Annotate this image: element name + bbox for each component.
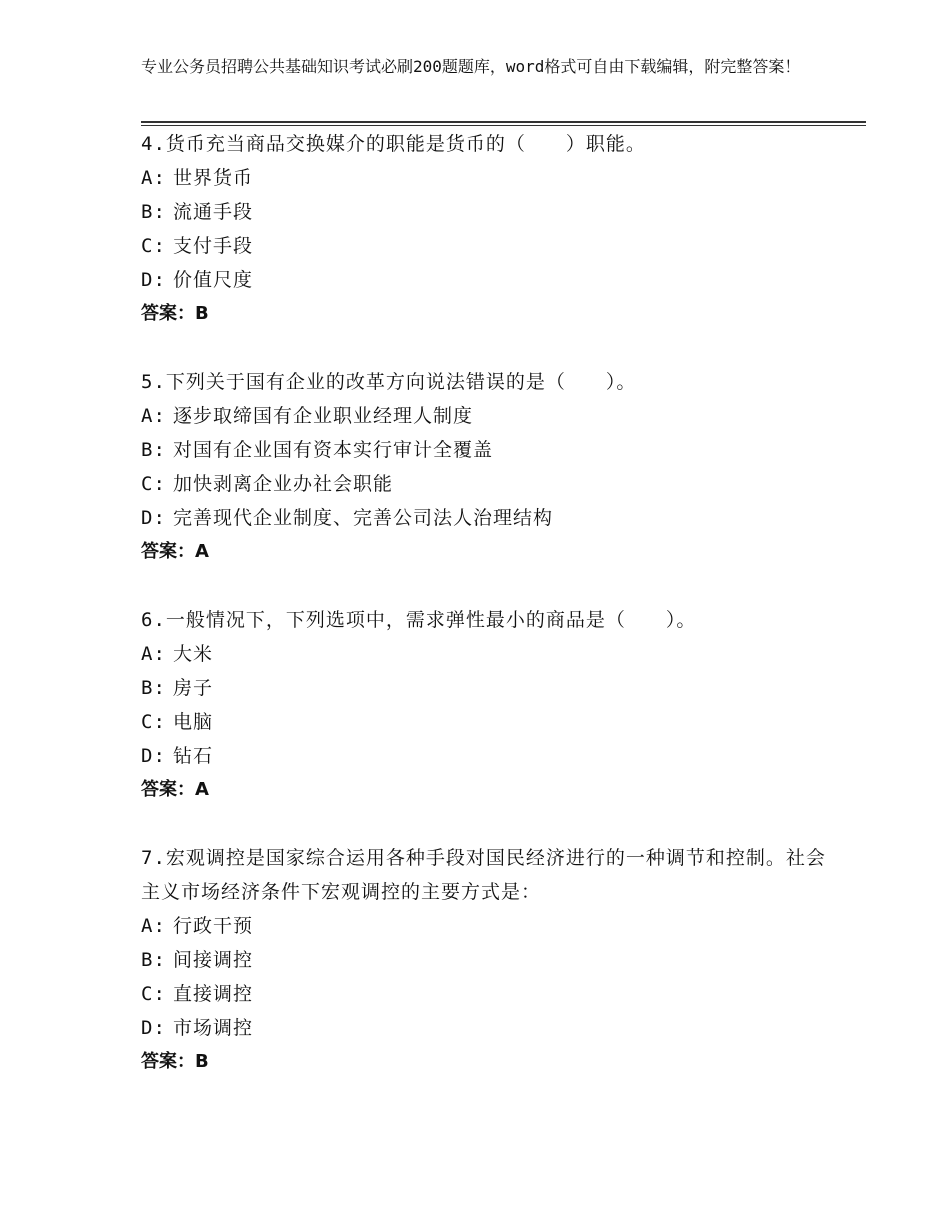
answer-line: 答案：A — [141, 541, 209, 562]
option-letter: D: — [141, 745, 166, 767]
option-text: 房子 — [173, 677, 214, 699]
option-letter: C: — [141, 711, 166, 733]
option-d — [141, 501, 831, 535]
header-divider-thin — [141, 125, 866, 126]
option-letter: B: — [141, 201, 166, 223]
option-letter: C: — [141, 983, 166, 1005]
option-a — [141, 161, 831, 195]
option-text: 完善现代企业制度、完善公司法人治理结构 — [173, 507, 554, 529]
option-c — [141, 977, 831, 1011]
answer-line: 答案：A — [141, 779, 209, 800]
question-4 — [141, 127, 831, 331]
option-text: 行政干预 — [173, 915, 254, 937]
option-letter: B: — [141, 677, 166, 699]
option-text: 世界货币 — [173, 167, 254, 189]
option-text: 逐步取缔国有企业职业经理人制度 — [173, 405, 474, 427]
option-text: 间接调控 — [173, 949, 254, 971]
option-letter: C: — [141, 235, 166, 257]
question-stem: 4.货币充当商品交换媒介的职能是货币的（ ）职能。 — [141, 133, 646, 155]
option-text: 直接调控 — [173, 983, 254, 1005]
option-letter: B: — [141, 439, 166, 461]
question-list — [141, 127, 831, 1113]
option-d — [141, 263, 831, 297]
option-letter: D: — [141, 1017, 166, 1039]
option-text: 加快剥离企业办社会职能 — [173, 473, 394, 495]
option-text: 支付手段 — [173, 235, 254, 257]
question-5 — [141, 365, 831, 569]
option-a — [141, 909, 831, 943]
option-text: 电脑 — [173, 711, 214, 733]
option-b — [141, 943, 831, 977]
answer-line: 答案：B — [141, 303, 209, 324]
option-letter: A: — [141, 643, 166, 665]
option-b — [141, 195, 831, 229]
option-d — [141, 739, 831, 773]
question-stem: 6.一般情况下，下列选项中，需求弹性最小的商品是（ ）。 — [141, 609, 697, 631]
option-text: 大米 — [173, 643, 214, 665]
question-stem: 5.下列关于国有企业的改革方向说法错误的是（ ）。 — [141, 371, 637, 393]
option-text: 流通手段 — [173, 201, 254, 223]
option-letter: A: — [141, 915, 166, 937]
question-7 — [141, 841, 831, 1079]
option-text: 钻石 — [173, 745, 214, 767]
option-text: 价值尺度 — [173, 269, 254, 291]
option-d — [141, 1011, 831, 1045]
option-text: 对国有企业国有资本实行审计全覆盖 — [173, 439, 494, 461]
option-a — [141, 399, 831, 433]
header-divider-thick — [141, 121, 866, 123]
document-header: 专业公务员招聘公共基础知识考试必刷200题题库，word格式可自由下载编辑，附完整答案！ — [141, 57, 801, 76]
option-c — [141, 705, 831, 739]
option-a — [141, 637, 831, 671]
option-b — [141, 671, 831, 705]
option-c — [141, 467, 831, 501]
option-letter: C: — [141, 473, 166, 495]
question-6 — [141, 603, 831, 807]
option-letter: A: — [141, 405, 166, 427]
option-text: 市场调控 — [173, 1017, 254, 1039]
option-letter: D: — [141, 269, 166, 291]
answer-line: 答案：B — [141, 1051, 209, 1072]
option-b — [141, 433, 831, 467]
option-letter: A: — [141, 167, 166, 189]
option-c — [141, 229, 831, 263]
option-letter: D: — [141, 507, 166, 529]
option-letter: B: — [141, 949, 166, 971]
question-stem: 7.宏观调控是国家综合运用各种手段对国民经济进行的一种调节和控制。社会主义市场经济条件下宏观调控的主要方式是： — [141, 847, 826, 903]
